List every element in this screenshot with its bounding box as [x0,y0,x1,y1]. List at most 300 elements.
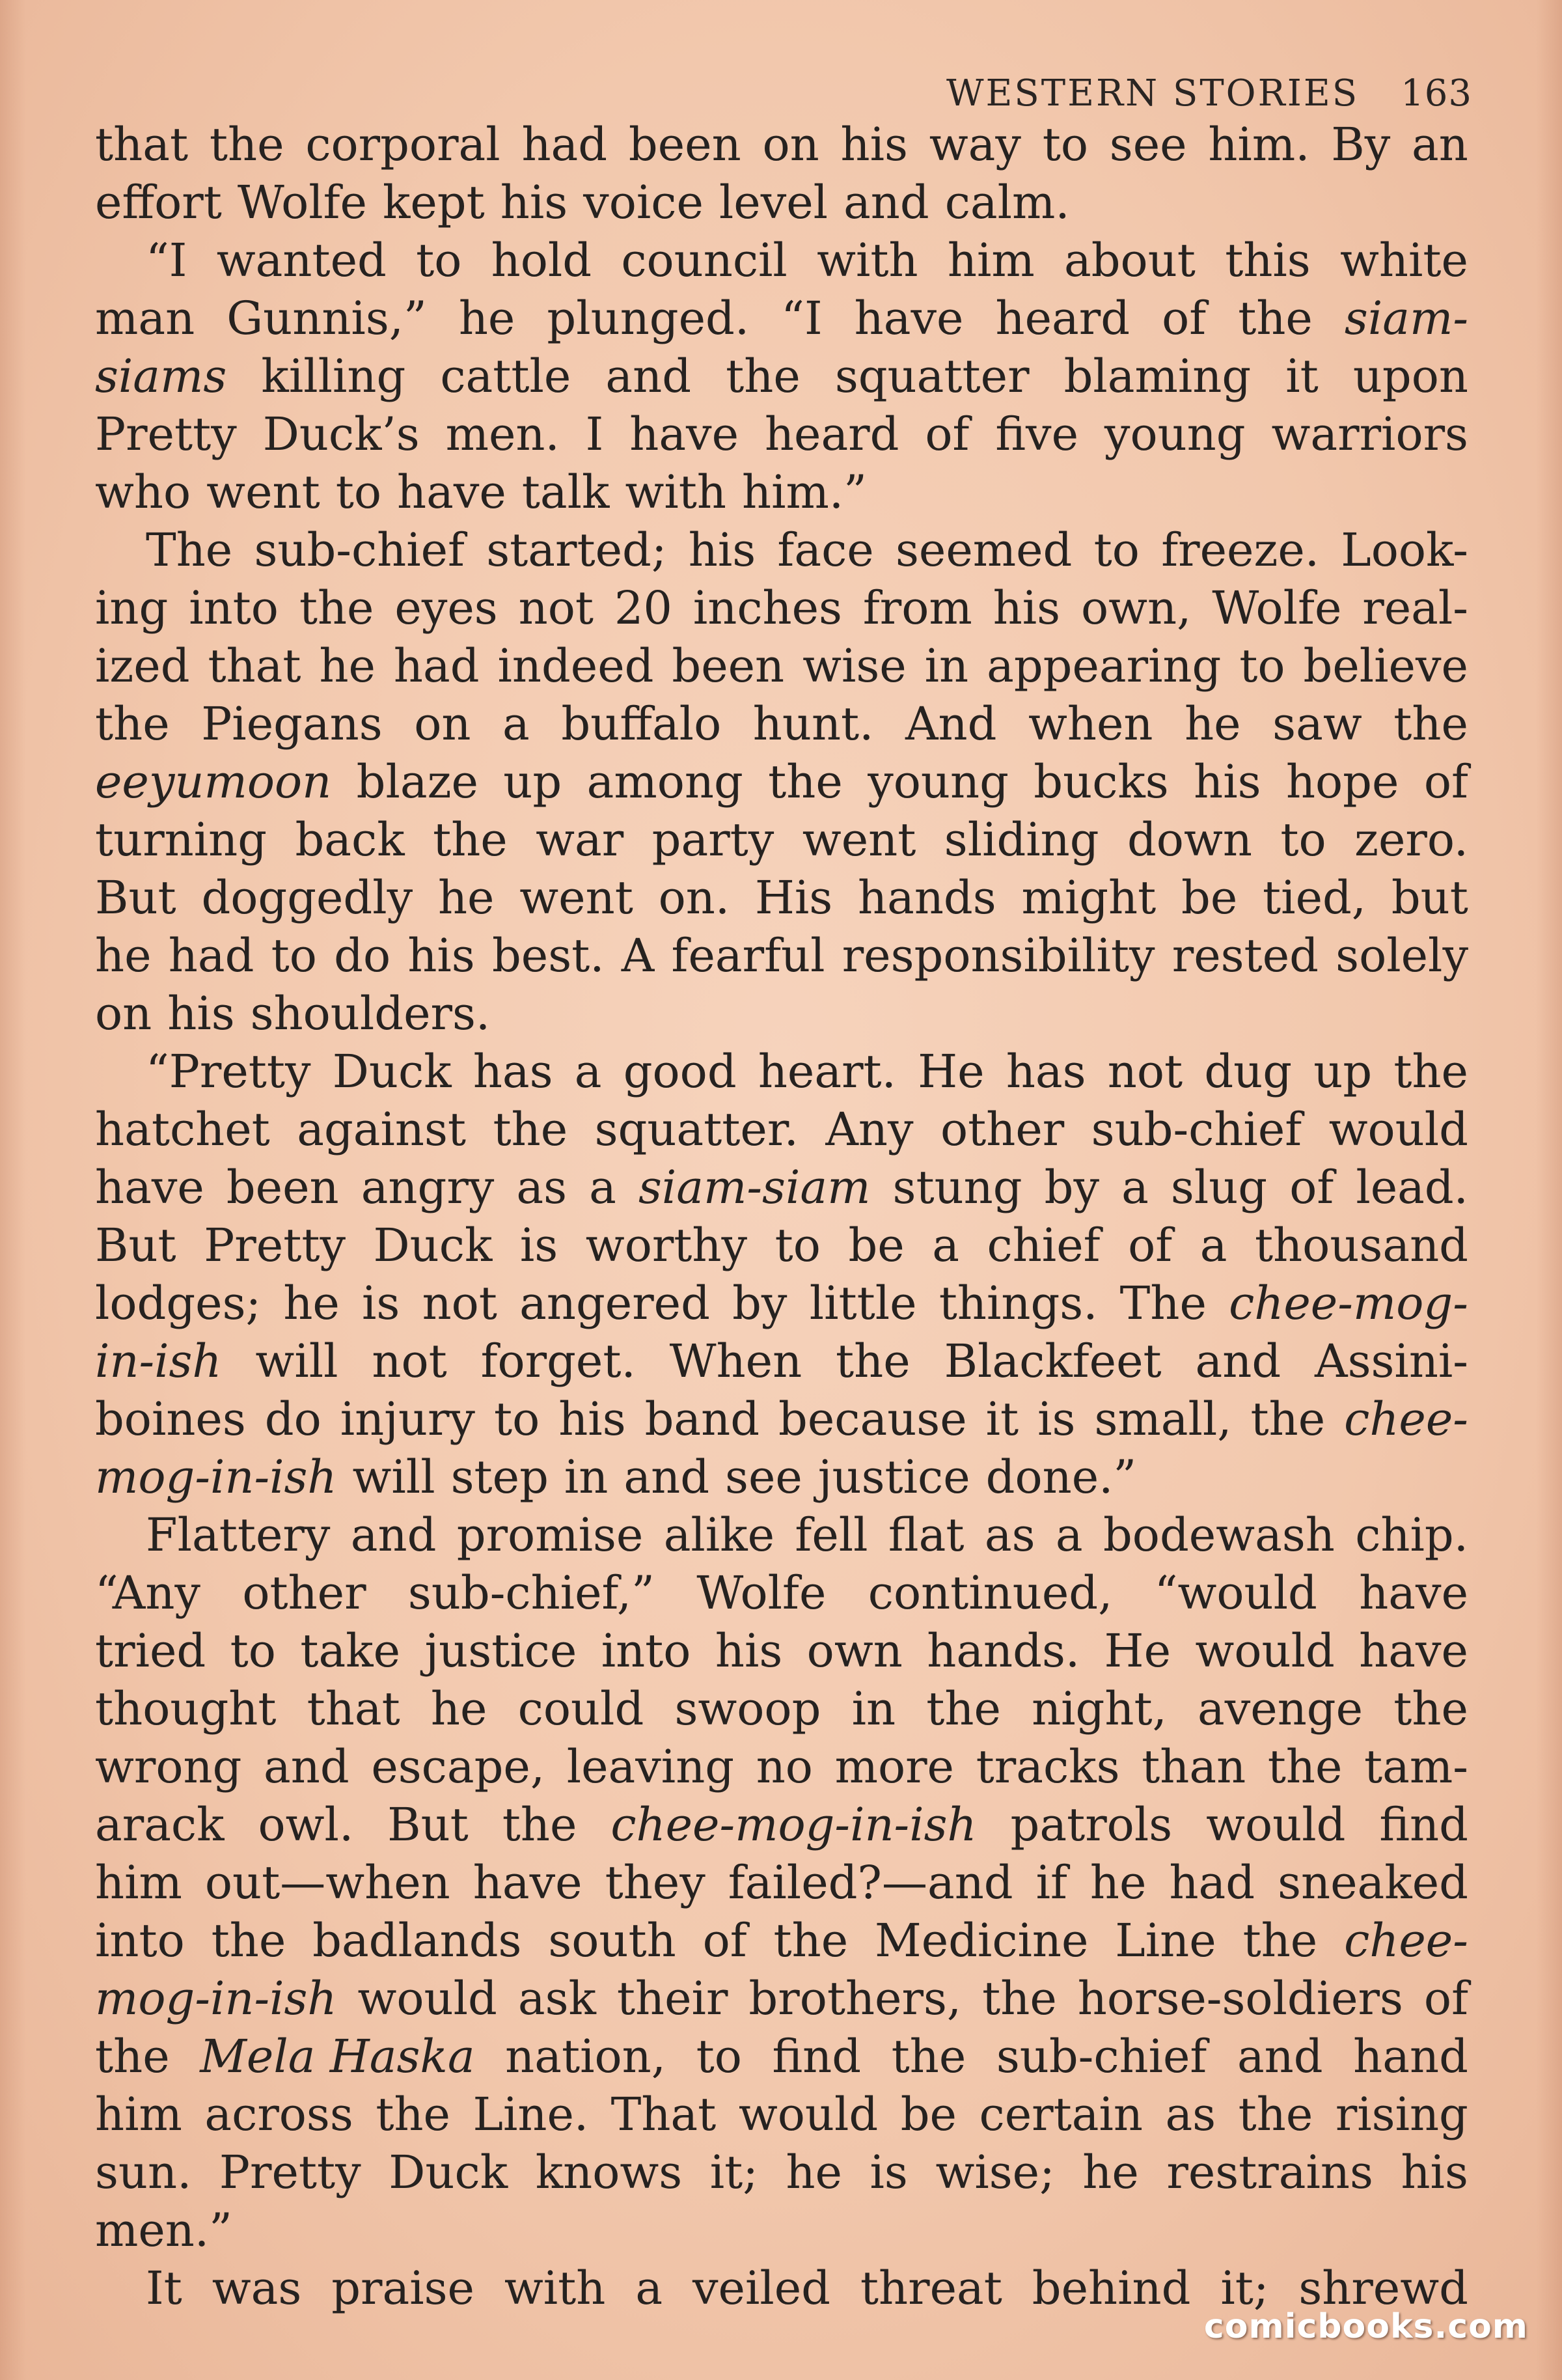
word: Flattery [146,1508,331,1562]
word: the [95,697,170,751]
word: went [206,465,320,519]
word: it [1285,350,1319,403]
word: that [208,639,301,693]
word: tam- [1364,1740,1468,1793]
word: to [335,465,381,519]
word: up [503,755,562,809]
italic-word: siam-siam [638,1161,871,1214]
word: in [851,1682,896,1736]
word: he [458,292,515,345]
word: their [616,1972,728,2025]
word: to [230,1624,276,1678]
word: That [610,2088,717,2141]
word: real- [1362,581,1468,635]
word: take [300,1624,401,1678]
word: not [422,1277,497,1330]
word: injury [340,1392,475,1446]
word: on. [658,871,730,924]
word: knows [535,2146,683,2199]
page-edge-shadow-right [1536,0,1562,2380]
word: be [1181,871,1238,924]
word: a [1055,1508,1083,1562]
text-line [95,116,1468,174]
word: had [168,929,254,982]
word: not [1107,1045,1183,1098]
word: freeze. [1161,523,1319,577]
word: effort [95,176,222,229]
word: south [548,1914,676,1967]
running-head [946,68,1472,120]
word: to [774,1219,821,1272]
text-line [95,1680,1468,1738]
word: chip. [1355,1508,1468,1562]
word: arack [95,1798,225,1851]
word: “I [781,292,823,345]
text-line [95,2202,1468,2260]
word: hand [1353,2030,1468,2083]
word: He [918,1045,985,1098]
italic-word: siams [95,350,227,403]
word: war [536,813,624,866]
word: By [1331,118,1391,171]
word: he [437,871,495,924]
word: Blackfeet [944,1335,1162,1388]
word: back [295,813,405,866]
word: him [95,2088,182,2141]
word: behind [1032,2262,1191,2315]
text-line [95,695,1468,753]
italic-word: siam- [1344,292,1468,345]
word: way [929,118,1021,171]
word: of [925,408,970,461]
word: angered [519,1277,710,1330]
word: would [1328,1103,1468,1156]
word: council [621,234,788,287]
word: sneaked [1278,1856,1468,1909]
word: hunt. [752,697,874,751]
word: hands [858,871,996,924]
word: A [621,929,655,982]
word: chief [987,1219,1101,1272]
word: and [1237,2030,1323,2083]
word: sliding [944,813,1099,866]
word: leaving [566,1740,735,1793]
word: who [95,465,191,519]
word: Wolfe [1212,581,1342,635]
word: Wolfe [237,176,367,229]
italic-word: Mela Haska [200,2030,475,2083]
word: started; [486,523,667,577]
word: that [95,118,189,171]
word: good [623,1045,737,1098]
word: by [1044,1161,1100,1214]
word: escape, [371,1740,545,1793]
text-line [95,1448,1468,1506]
word: been [672,639,785,693]
word: the [502,1798,577,1851]
word: and [350,1508,437,1562]
word: could [517,1682,644,1736]
word: is [519,1219,558,1272]
word: and [843,176,929,229]
word: ized [95,639,190,693]
word: Gunnis,” [226,292,427,345]
word: solely [1336,929,1468,982]
word: him.” [742,465,867,519]
word: he [283,1277,340,1330]
word: thought [95,1682,277,1736]
italic-word: in-ish [95,1335,222,1388]
word: lodges; [95,1277,262,1330]
word: would [738,2088,879,2141]
word: among [586,755,743,809]
word: believe [1303,639,1468,693]
word: from [862,581,972,635]
word: the [926,1682,1001,1736]
word: praise [331,2262,474,2315]
word: because [778,1392,967,1446]
word: by [732,1277,788,1330]
word: Duck [332,1045,452,1098]
word: up [1313,1045,1373,1098]
word: men.” [95,2204,232,2257]
italic-word: mog-in-ish [95,1972,337,2025]
word: went [519,871,633,924]
word: Medicine [875,1914,1089,1967]
word: the [1238,292,1313,345]
word: have [854,292,964,345]
word: of [1162,292,1207,345]
word: an [1412,118,1468,171]
word: step [450,1450,549,1504]
word: horse-soldiers [1077,1972,1403,2025]
page-edge-shadow-left [0,0,26,2380]
word: tried [95,1624,206,1678]
word: the [836,1335,911,1388]
word: young [1104,408,1246,461]
word: the [1393,1682,1468,1736]
word: avenge [1198,1682,1363,1736]
word: of [1128,1219,1173,1272]
word: seemed [895,523,1073,577]
word: plunged. [547,292,750,345]
text-line [95,1275,1468,1333]
word: eyes [394,581,498,635]
word: a [502,697,530,751]
word: would [357,1972,497,2025]
word: would [1195,1624,1335,1678]
word: to [1239,639,1285,693]
word: his [993,581,1061,635]
word: dug [1204,1045,1293,1098]
italic-word: eeyumoon [95,755,332,809]
word: might [1021,871,1157,924]
word: will [352,1450,435,1504]
word: the [433,813,508,866]
word: own, [1081,581,1192,635]
word: promise [456,1508,644,1562]
word: him [95,1856,182,1909]
word: small, [1094,1392,1232,1446]
word: to [493,1392,540,1446]
word: doggedly [201,871,413,924]
text-line [95,1796,1468,1854]
word: had [521,118,608,171]
word: the [768,755,843,809]
word: his [715,1624,783,1678]
text-line [95,985,1468,1043]
word: killing [261,350,406,403]
text-line [95,579,1468,637]
word: boines [95,1392,246,1446]
text-line [95,1159,1468,1217]
word: angry [361,1161,495,1214]
word: they [605,1856,706,1909]
word: Pretty [204,1219,346,1272]
word: hope [1285,755,1399,809]
word: failed?—and [728,1856,1013,1909]
word: “would [1154,1566,1317,1620]
word: been [628,118,741,171]
text-line [95,1912,1468,1970]
word: have [95,1161,204,1214]
word: face [777,523,874,577]
word: of [702,1914,747,1967]
text-line [95,290,1468,348]
text-line [95,1391,1468,1448]
word: forget. [480,1335,636,1388]
word: find [1379,1798,1468,1851]
word: into [601,1624,691,1678]
word: with [504,2262,606,2315]
word: he [1185,697,1241,751]
italic-word: chee-mog-in-ish [610,1798,977,1851]
word: went [802,813,916,866]
word: more [834,1740,954,1793]
body-text [95,116,1468,2318]
word: as [1165,2088,1216,2141]
word: threat [860,2262,1002,2315]
watermark: comicbooks.com [1203,2307,1528,2346]
text-line [95,174,1468,232]
word: Assini- [1315,1335,1468,1388]
word: he [786,2146,842,2199]
word: the [209,118,284,171]
word: a [1199,1219,1227,1272]
word: of [1289,1161,1334,1214]
word: Piegans [201,697,383,751]
word: But [95,871,176,924]
word: level [719,176,829,229]
word: Any [825,1103,914,1156]
word: with [625,465,726,519]
word: flat [888,1508,965,1562]
word: but [1391,871,1468,924]
word: sub-chief,” [407,1566,655,1620]
word: other [242,1566,366,1620]
word: things. [939,1277,1098,1330]
word: he [1089,1856,1147,1909]
word: his [407,929,475,982]
word: to [1093,523,1140,577]
word: a [574,1045,602,1098]
text-line [95,1854,1468,1912]
word: tracks [976,1740,1120,1793]
text-line [95,1101,1468,1159]
word: this [1225,234,1311,287]
word: he [430,1682,487,1736]
word: the [493,1103,568,1156]
word: slug [1170,1161,1268,1214]
text-line [95,2144,1468,2202]
word: has [1006,1045,1086,1098]
word: the [211,1914,286,1967]
word: inches [692,581,842,635]
word: the [95,2030,170,2083]
word: to [416,234,462,287]
page-number: 163 [1401,72,1472,115]
word: certain [979,2088,1143,2141]
word: on [414,697,471,751]
word: band [644,1392,760,1446]
word: Line [1115,1914,1216,1967]
word: of [1423,1972,1468,2025]
word: of [1423,755,1468,809]
text-line [95,2028,1468,2086]
word: his [167,987,235,1040]
word: across [204,2088,353,2141]
word: wise; [935,2146,1055,2199]
word: continued, [868,1566,1113,1620]
word: brothers, [748,1972,962,2025]
word: if [1035,1856,1067,1909]
word: he [95,929,152,982]
word: blaming [1063,350,1252,403]
italic-word: chee- [1344,1914,1468,1967]
word: no [756,1740,813,1793]
word: ing [95,581,169,635]
word: I [585,408,604,461]
italic-word: mog-in-ish [95,1450,337,1504]
word: His [754,871,833,924]
word: than [1142,1740,1246,1793]
word: sub-chief [1091,1103,1302,1156]
text-line [95,464,1468,521]
word: little [809,1277,917,1330]
word: do [334,929,391,982]
word: a [635,2262,663,2315]
word: and [623,1450,710,1504]
word: the [1250,1392,1326,1446]
word: the [1242,1914,1318,1967]
word: in [564,1450,609,1504]
word: is [362,1277,400,1330]
word: heart. [758,1045,896,1098]
text-line [95,927,1468,985]
word: it; [1220,2262,1269,2315]
word: badlands [312,1914,522,1967]
word: calm. [944,176,1070,229]
word: have [473,1856,582,1909]
word: shrewd [1298,2262,1468,2315]
word: Wolfe [696,1566,827,1620]
word: sun. [95,2146,192,2199]
word: worthy [585,1219,748,1272]
word: rising [1335,2088,1468,2141]
word: swoop [674,1682,821,1736]
word: party [651,813,774,866]
word: lead. [1356,1161,1468,1214]
word: had [393,639,480,693]
word: as [516,1161,568,1214]
word: the [1393,1045,1468,1098]
word: men. [445,408,560,461]
word: the [773,1914,849,1967]
text-line [95,2086,1468,2144]
word: to [696,2030,742,2083]
text-line [95,406,1468,464]
word: is [870,2146,908,2199]
word: heard [995,292,1130,345]
word: that [307,1682,400,1736]
word: his [688,523,756,577]
word: Duck’s [262,408,420,461]
word: squatter. [594,1103,799,1156]
word: When [669,1335,802,1388]
word: blaze [356,755,478,809]
word: the [299,581,374,635]
word: sub-chief [254,523,465,577]
word: his [840,118,908,171]
word: in [924,639,969,693]
word: have [629,408,739,461]
word: justice [817,1450,970,1504]
text-line [95,869,1468,927]
word: done.” [985,1450,1137,1504]
word: “Pretty [146,1045,311,1098]
word: But [95,1219,176,1272]
word: he [319,639,376,693]
word: be [848,1219,905,1272]
text-line [95,232,1468,290]
word: not [372,1335,447,1388]
word: Duck [373,1219,493,1272]
word: rested [1172,929,1319,982]
word: shoulders. [250,987,491,1040]
word: tied, [1263,871,1367,924]
word: will [255,1335,338,1388]
word: be [900,2088,957,2141]
word: find [772,2030,862,2083]
word: owl. [258,1798,354,1851]
word: the [376,2088,450,2141]
word: on [762,118,819,171]
word: warriors [1271,408,1468,461]
word: nation, [505,2030,666,2083]
word: voice [583,176,704,229]
word: talk [521,465,610,519]
word: thousand [1254,1219,1468,1272]
text-line [95,1217,1468,1275]
word: the [1267,1740,1343,1793]
word: on [95,987,152,1040]
word: have [397,465,506,519]
word: turning [95,813,267,866]
text-line [95,753,1468,811]
word: a [589,1161,616,1214]
word: hands. [927,1624,1080,1678]
word: best. [491,929,605,982]
